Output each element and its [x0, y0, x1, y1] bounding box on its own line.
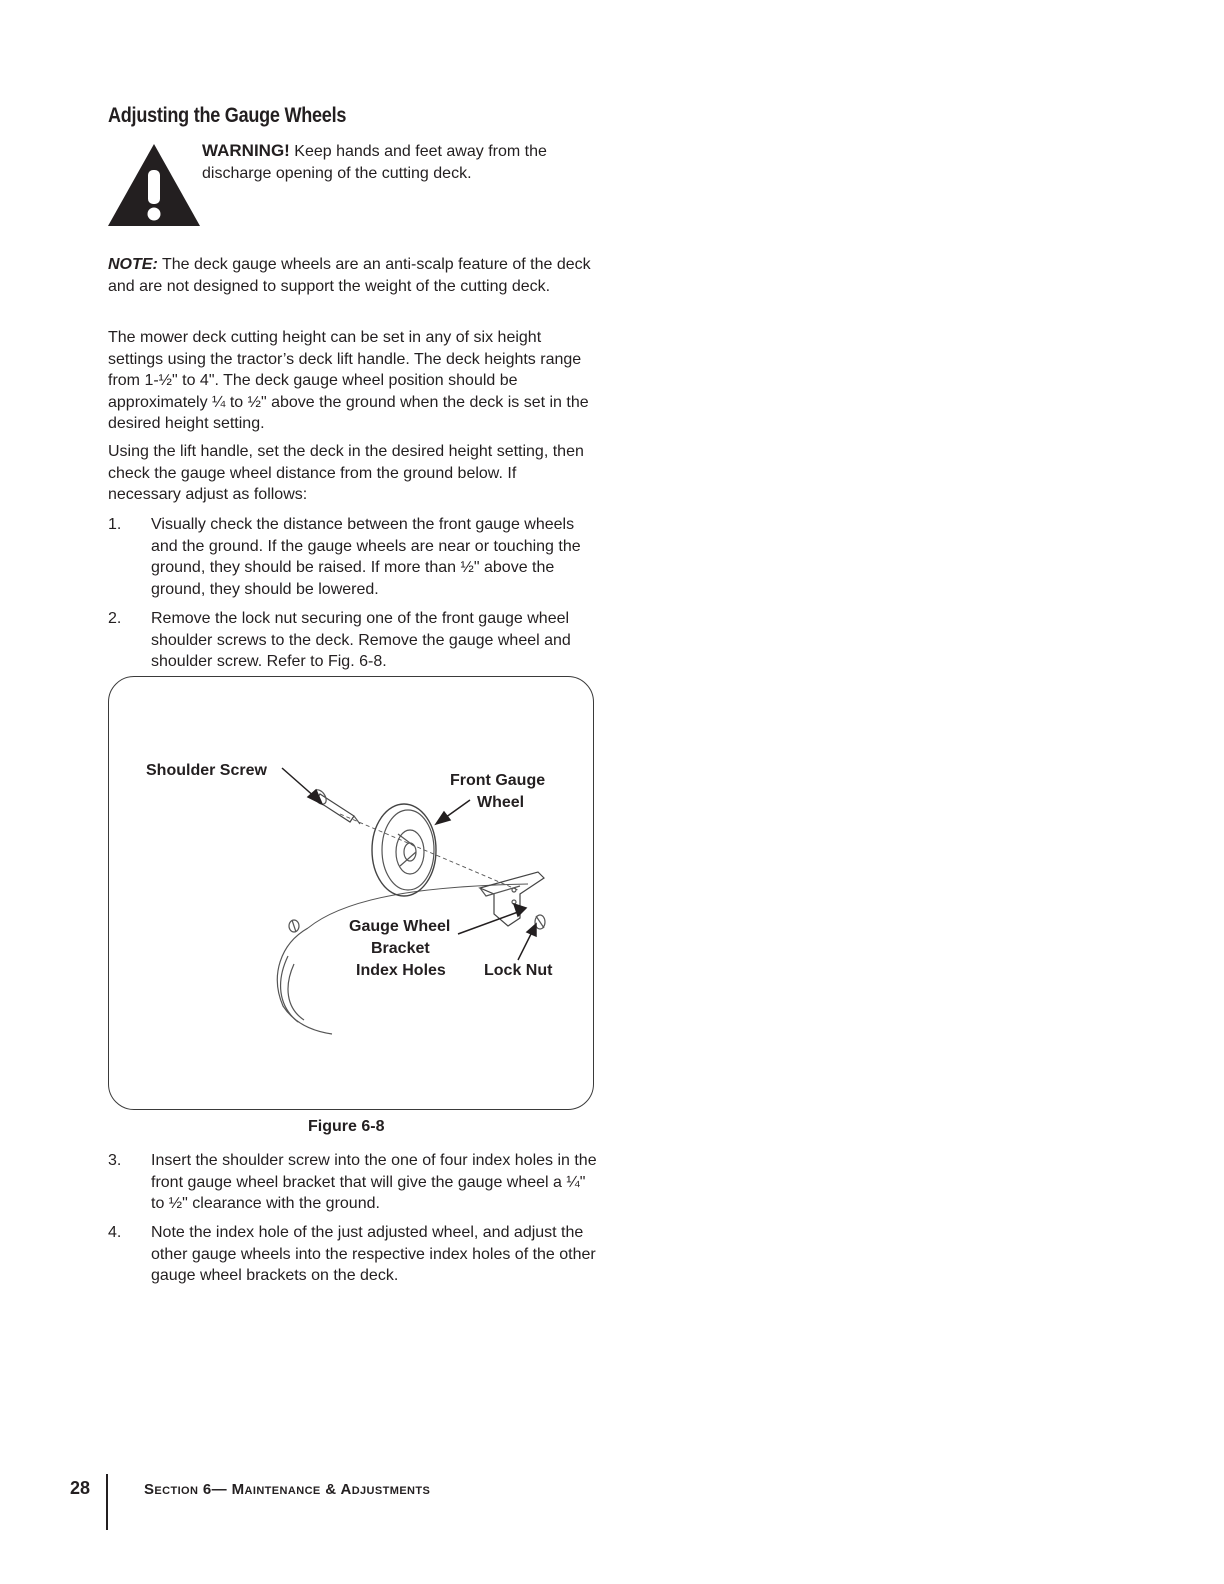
label-index-holes: Index Holes — [356, 962, 446, 979]
paragraph-cutting-height: The mower deck cutting height can be set in any of six height settings using the tractor’s deck lift handle. The deck heights range from 1-½" to 4". The deck gauge wheel position should be approximately ¼ to ½" above the ground when the deck is set in the desired height setting. — [108, 329, 589, 432]
label-lock-nut: Lock Nut — [484, 962, 553, 979]
step-number: 4. — [108, 1224, 122, 1241]
page-heading: Adjusting the Gauge Wheels — [108, 104, 347, 127]
label-front-gauge: Front Gauge — [450, 772, 546, 789]
warning-label: WARNING! — [202, 141, 290, 160]
label-gauge-wheel: Gauge Wheel — [349, 918, 451, 935]
paragraph-lift-handle: Using the lift handle, set the deck in the desired height setting, then check the gauge wheel distance from the ground below. If necessary adjust as follows: — [108, 443, 584, 503]
warning-triangle-icon — [106, 142, 202, 228]
step-text: Visually check the distance between the front gauge wheels and the ground. If the gauge wheels are near or touching the ground, they should be raised. If more than ½" above the ground, they should be lowered. — [151, 516, 581, 598]
page-number: 28 — [70, 1478, 91, 1498]
note-text: The deck gauge wheels are an anti-scalp feature of the deck and are not designed to support the weight of the cutting deck. — [108, 256, 591, 295]
warning-text — [202, 140, 592, 185]
label-wheel: Wheel — [477, 794, 525, 811]
note-label: NOTE: — [108, 256, 158, 273]
figure-caption: Figure 6-8 — [308, 1118, 385, 1135]
note-paragraph — [108, 254, 592, 297]
step-number: 1. — [108, 516, 122, 533]
step-text: Insert the shoulder screw into the one of four index holes in the front gauge wheel bracket that will give the gauge wheel a ¼" to ½" clearance with the ground. — [151, 1152, 597, 1212]
gauge-wheel-diagram — [108, 676, 594, 1110]
label-shoulder-screw: Shoulder Screw — [146, 762, 267, 779]
warning-message: Keep hands and feet away from the discharge opening of the cutting deck. — [202, 143, 547, 182]
footer-divider — [106, 1474, 108, 1530]
step-text: Note the index hole of the just adjusted wheel, and adjust the other gauge wheels into the respective index holes of the other gauge wheel brackets on the deck. — [151, 1224, 596, 1284]
label-bracket: Bracket — [371, 940, 430, 957]
step-number: 3. — [108, 1152, 122, 1169]
step-number: 2. — [108, 610, 122, 627]
step-text: Remove the lock nut securing one of the front gauge wheel shoulder screws to the deck. Remove the gauge wheel and shoulder screw. Refer to Fig. 6-8. — [151, 610, 571, 670]
footer-section-title: Section 6— Maintenance & Adjustments — [144, 1481, 431, 1498]
